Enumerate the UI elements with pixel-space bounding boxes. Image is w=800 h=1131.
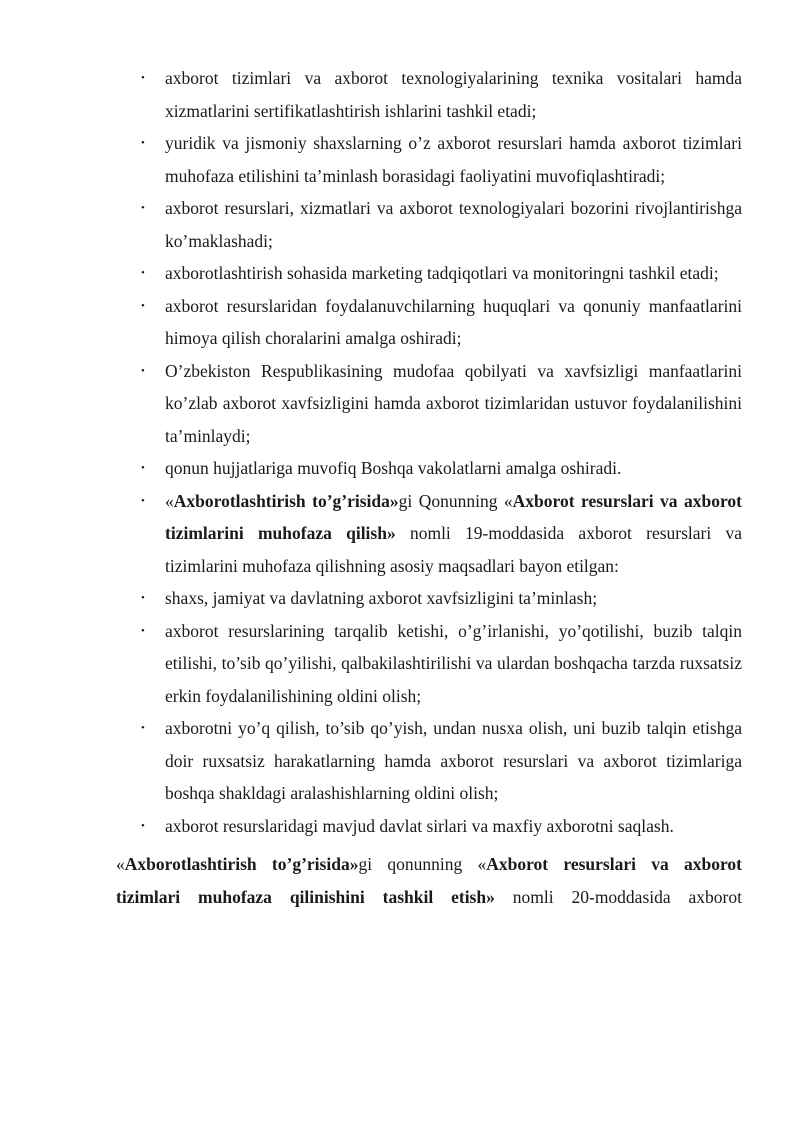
law-name: Axborotlashtirish to’g’risida» xyxy=(124,854,359,874)
list-item xyxy=(116,192,742,257)
quote-open: « xyxy=(165,490,174,511)
list-item xyxy=(116,290,742,355)
bullet-icon: • xyxy=(141,72,145,84)
list-item xyxy=(116,62,742,127)
bullet-icon: • xyxy=(141,364,145,377)
list-item-text: nomli 19-moddasida axborot resurslari va tizimlarini muhofaza qilishning asosiy maqsadlari bayon etilgan: xyxy=(165,523,742,576)
list-item-text: O’zbekiston Respublikasining mudofaa qobilyati va xavfsizligi manfaatlarini ko’zlab axborot xavfsizligini hamda axborot tizimlaridan ustuvor foydalanilishini ta’minlaydi; xyxy=(165,360,742,446)
list-item xyxy=(116,257,742,290)
list-item-text: axborot resurslaridagi mavjud davlat sirlari va maxfiy axborotni saqlash. xyxy=(165,815,674,836)
list-item-text: axborotlashtirish sohasida marketing tadqiqotlari va monitoringni tashkil etadi; xyxy=(165,263,719,283)
paragraph-text: nomli 20-moddasida axborot xyxy=(494,886,742,907)
article-title: Axborot resurslari va axborot tizimlari muhofaza qilinishini tashkil etish» xyxy=(116,854,742,907)
bullet-icon: • xyxy=(141,267,145,279)
list-item-law-reference xyxy=(116,485,742,583)
quote-open: « xyxy=(116,854,125,874)
list-item xyxy=(116,355,742,453)
list-item-text: axborot resurslarining tarqalib ketishi, o’g’irlanishi, yo’qotilishi, buzib talqin etilishi, to’sib qo’yilishi, qalbakilashtirilishi va ulardan boshqacha tarzda ruxsatsiz erkin foydalanilishining oldini olish; xyxy=(165,620,742,706)
bullet-icon: • xyxy=(141,494,145,507)
list-item xyxy=(116,810,742,843)
list-item-text: shaxs, jamiyat va davlatning axborot xavfsizligini ta’minlash; xyxy=(165,588,598,608)
connector-text: gi Qonunning « xyxy=(398,490,513,511)
list-item-text: axborot resurslaridan foydalanuvchilarning huquqlari va qonuniy manfaatlarini himoya qilish choralarini amalga oshiradi; xyxy=(165,295,742,348)
list-item xyxy=(116,452,742,485)
article-title: Axborot resurslari va axborot tizimlarini muhofaza qilish» xyxy=(165,490,742,543)
bullet-list xyxy=(116,62,742,842)
list-item xyxy=(116,712,742,810)
bullet-icon: • xyxy=(141,299,145,312)
list-item xyxy=(116,127,742,192)
bullet-icon: • xyxy=(141,202,145,214)
list-item-text: axborotni yo’q qilish, to’sib qo’yish, undan nusxa olish, uni buzib talqin etishga doir ruxsatsiz harakatlarning hamda axborot resurslari va axborot tizimlariga boshqa shakldagi aralashishlarning oldini olish; xyxy=(165,718,742,803)
law-name: Axborotlashtirish to’g’risida» xyxy=(173,490,399,511)
bullet-icon: • xyxy=(141,722,145,734)
list-item-text: qonun hujjatlariga muvofiq Boshqa vakolatlarni amalga oshiradi. xyxy=(165,458,622,478)
bullet-icon: • xyxy=(141,137,145,149)
closing-paragraph xyxy=(116,848,742,913)
connector-text: gi qonunning « xyxy=(358,854,487,874)
list-item xyxy=(116,615,742,713)
list-item-text: axborot tizimlari va axborot texnologiyalarining texnika vositalari hamda xizmatlarini sertifikatlashtirish ishlarini tashkil etadi; xyxy=(165,68,742,121)
list-item-text: axborot resurslari, xizmatlari va axborot texnologiyalari bozorini rivojlantirishga ko’maklashadi; xyxy=(165,198,742,251)
list-item xyxy=(116,582,742,615)
bullet-icon: • xyxy=(141,819,145,832)
bullet-icon: • xyxy=(141,592,145,604)
bullet-icon: • xyxy=(141,624,145,637)
bullet-icon: • xyxy=(141,462,145,474)
list-item-text: yuridik va jismoniy shaxslarning o’z axborot resurslari hamda axborot tizimlari muhofaza etilishini ta’minlash borasidagi faoliyatini muvofiqlashtiradi; xyxy=(165,133,742,186)
